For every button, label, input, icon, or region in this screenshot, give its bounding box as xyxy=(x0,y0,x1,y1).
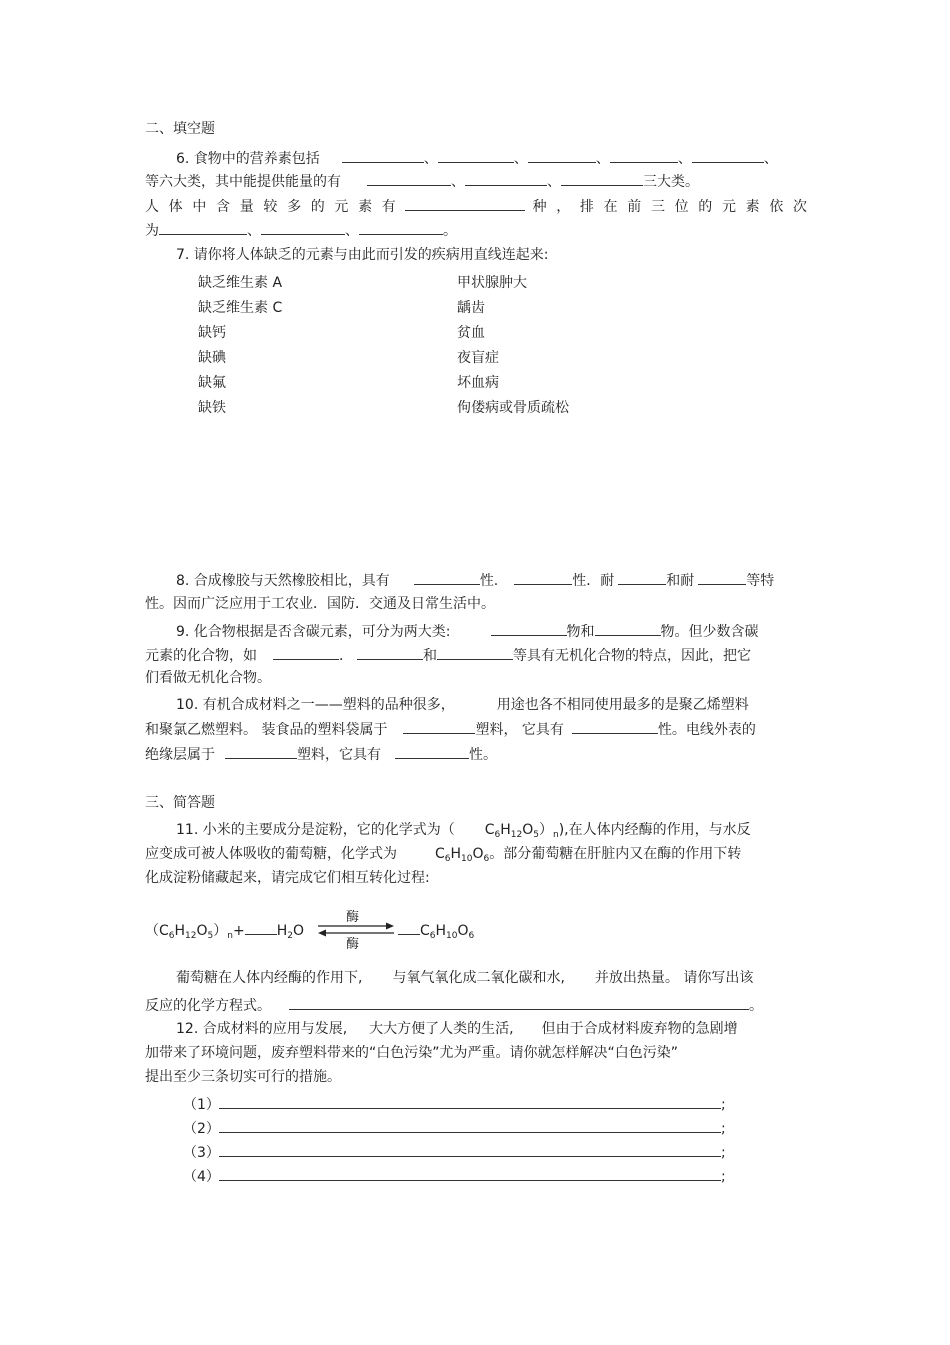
q6-line-2: 等六大类，其中能提供能量的有 、 、 三大类。 xyxy=(145,171,699,191)
q10-blank-1[interactable] xyxy=(403,719,475,734)
q8-blank-1[interactable] xyxy=(414,570,480,585)
conversion-equation: $(C_6H_{12}O_5)_n+ H_2O$ xyxy=(145,920,304,940)
enzyme-label-bottom: 酶 xyxy=(346,937,360,952)
q7-left-item[interactable]: 缺乏维生素 A xyxy=(198,275,283,291)
q11-line-1: 11. 小米的主要成分是淀粉，它的化学式为（ $C_6H_{12}O_5)_n$),在人体内经酶的作用，与水反 xyxy=(176,822,751,840)
q8-blank-4[interactable] xyxy=(698,570,746,585)
q8-line-2: 性。因而广泛应用于工农业．国防．交通及日常生活中。 xyxy=(145,596,495,612)
q8-blank-2[interactable] xyxy=(514,570,572,585)
q7-left-item[interactable]: 缺氟 xyxy=(198,375,226,391)
q12-line-1: 12. 合成材料的应用与发展, 大大方便了人类的生活, 但由于合成材料废弃物的急剧增 xyxy=(176,1021,738,1037)
equation-blank-1[interactable] xyxy=(245,920,277,935)
q12-line-2: 加带来了环境问题，废弃塑料带来的“白色污染”尤为严重。请你就怎样解决“白色污染” xyxy=(145,1045,679,1061)
q6-blank-3[interactable] xyxy=(528,148,596,163)
q6-line-3: 人 体 中 含 量 较 多 的 元 素 有 种 ， 排 在 前 三 位 的 元 素 依 次 xyxy=(145,196,807,216)
q9-blank-1[interactable] xyxy=(491,621,567,636)
q7-right-item[interactable]: 龋齿 xyxy=(457,300,485,316)
measure-blank-2[interactable] xyxy=(219,1118,721,1133)
q6-blank-12[interactable] xyxy=(359,220,443,235)
q6-line-4: 为 、 、 。 xyxy=(145,220,457,240)
measure-blank-1[interactable] xyxy=(219,1094,721,1109)
measure-blank-4[interactable] xyxy=(219,1166,721,1181)
q6-line-1: 6. 食物中的营养素包括 、 、 、 、 、 xyxy=(176,148,778,168)
q7-right-item[interactable]: 甲状腺肿大 xyxy=(457,275,527,291)
q7-left-item[interactable]: 缺钙 xyxy=(198,325,226,341)
q11-glucose-line-1: 葡萄糖在人体内经酶的作用下, 与氧气氧化成二氧化碳和水, 并放出热量。 请你写出该 xyxy=(176,970,754,986)
q7-right-item[interactable]: 夜盲症 xyxy=(457,350,499,366)
section-title-fill-in: 二、填空题 xyxy=(145,121,215,137)
q11-glucose-line-2: 反应的化学方程式。 。 xyxy=(145,995,763,1015)
q6-blank-5[interactable] xyxy=(692,148,764,163)
q6-blank-4[interactable] xyxy=(610,148,678,163)
measure-item: （4） ; xyxy=(183,1166,726,1186)
q7-prompt: 7. 请你将人体缺乏的元素与由此而引发的疾病用直线连起来: xyxy=(176,247,549,263)
q6-blank-8[interactable] xyxy=(561,171,643,186)
q10-blank-3[interactable] xyxy=(225,744,297,759)
q6-blank-9[interactable] xyxy=(405,196,525,211)
q10-blank-2[interactable] xyxy=(572,719,658,734)
q9-line-1: 9. 化合物根据是否含碳元素，可分为两大类: 物和 物。但少数含碳 xyxy=(176,621,759,641)
q7-right-item[interactable]: 坏血病 xyxy=(457,375,499,391)
q9-blank-4[interactable] xyxy=(357,645,423,660)
starch-formula: $C_6H_{12}O_5$ xyxy=(484,822,539,840)
q7-right-column xyxy=(457,271,569,421)
q7-right-item[interactable]: 佝偻病或骨质疏松 xyxy=(457,400,569,416)
measure-blank-3[interactable] xyxy=(219,1142,721,1157)
measure-item: （3） ; xyxy=(183,1142,726,1162)
measure-item: （1） ; xyxy=(183,1094,726,1114)
measure-item: （2） ; xyxy=(183,1118,726,1138)
q10-line-3: 绝缘层属于 塑料，它具有 性。 xyxy=(145,744,497,764)
equation-blank-2[interactable] xyxy=(398,920,420,935)
q9-line-3: 们看做无机化合物。 xyxy=(145,670,271,686)
q6-blank-6[interactable] xyxy=(367,171,451,186)
q9-line-2: 元素的化合物，如 ． 和 等具有无机化合物的特点，因此，把它 xyxy=(145,645,751,665)
q12-line-3: 提出至少三条切实可行的措施。 xyxy=(145,1069,341,1085)
q11-line-2: 应变成可被人体吸收的葡萄糖，化学式为 $C_6H_{10}O_6$。部分葡萄糖在肝脏内又在酶的作用下转 xyxy=(145,846,742,864)
enzyme-label-top: 酶 xyxy=(346,910,360,925)
q9-blank-2[interactable] xyxy=(595,621,661,636)
chemical-equation-blank[interactable] xyxy=(289,995,749,1010)
q9-blank-5[interactable] xyxy=(437,645,513,660)
q7-right-item[interactable]: 贫血 xyxy=(457,325,485,341)
q9-blank-3[interactable] xyxy=(273,645,339,660)
glucose-formula: $C_6H_{10}O_6$ xyxy=(435,846,490,864)
section-title-short-answer: 三、简答题 xyxy=(145,795,215,811)
q8-blank-3[interactable] xyxy=(618,570,666,585)
q6-blank-2[interactable] xyxy=(438,148,514,163)
q7-left-item[interactable]: 缺乏维生素 C xyxy=(198,300,283,316)
q7-left-column xyxy=(198,271,282,421)
q10-blank-4[interactable] xyxy=(395,744,469,759)
q7-left-item[interactable]: 缺铁 xyxy=(198,400,226,416)
equation-product: $C_6H_{10}O_6$ xyxy=(398,920,474,940)
q6-blank-11[interactable] xyxy=(261,220,345,235)
q8-line-1: 8. 合成橡胶与天然橡胶相比，具有 性. 性．耐 和耐 等特 xyxy=(176,570,774,590)
q7-left-item[interactable]: 缺碘 xyxy=(198,350,226,366)
q6-blank-1[interactable] xyxy=(342,148,424,163)
q6-blank-7[interactable] xyxy=(465,171,547,186)
q11-line-3: 化成淀粉储藏起来，请完成它们相互转化过程: xyxy=(145,870,430,886)
q10-line-1: 10. 有机合成材料之一——塑料的品种很多， 用途也各不相同使用最多的是聚乙烯塑料 xyxy=(176,697,749,713)
q10-line-2: 和聚氯乙燃塑料。 装食品的塑料袋属于 塑料， 它具有 性。电线外表的 xyxy=(145,719,756,739)
q6-prompt: 6. 食物中的营养素包括 xyxy=(176,151,320,167)
q6-blank-10[interactable] xyxy=(159,220,247,235)
